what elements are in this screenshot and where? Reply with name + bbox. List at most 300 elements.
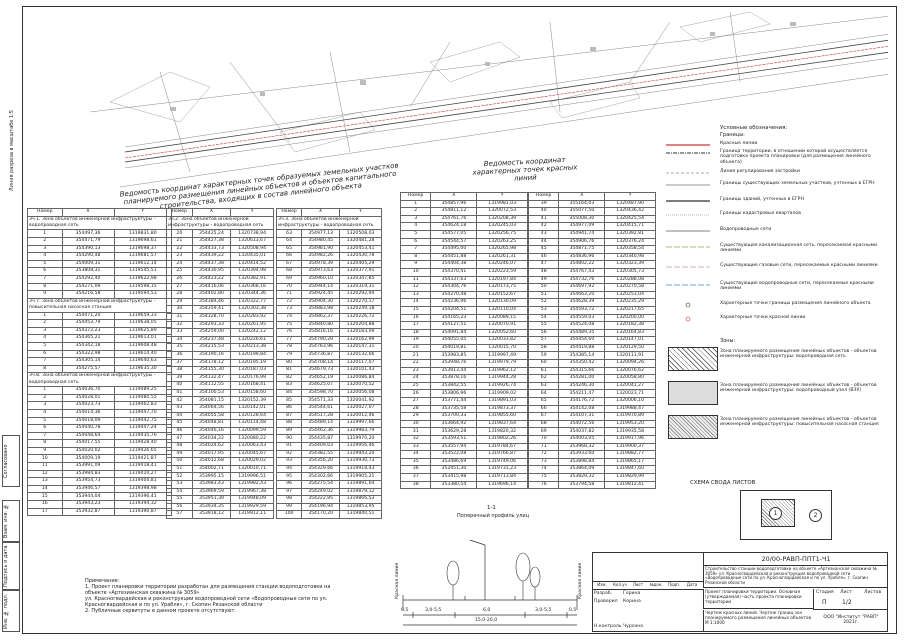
name-checker: Корина bbox=[623, 599, 641, 604]
table-cell: 24 bbox=[167, 260, 193, 268]
table-cell: 1320270,17 bbox=[340, 298, 382, 306]
table-cell: 38 bbox=[401, 481, 431, 489]
table-cell: 354697,92 bbox=[559, 284, 605, 292]
table-cell: 72 bbox=[277, 298, 302, 306]
table-cell: 354857,96 bbox=[431, 200, 477, 208]
table-row bbox=[167, 465, 274, 473]
table-cell: 1320263,25 bbox=[477, 238, 528, 246]
plan-scale-note: Линия разреза в масштабе 1:5 bbox=[9, 110, 15, 192]
zone-title-row bbox=[28, 373, 172, 387]
table-cell: 44 bbox=[529, 238, 559, 246]
table-cell: 1320270,58 bbox=[605, 284, 656, 292]
table-cell: 8 bbox=[28, 365, 63, 373]
table-cell: 1320027,07 bbox=[340, 405, 382, 413]
section-left-red-line: Красная линия bbox=[395, 562, 400, 599]
table-row bbox=[401, 322, 528, 330]
notes-line-2: объекте «Артезианская скважина № 3059» bbox=[85, 590, 200, 596]
table-cell: 353918,12 bbox=[192, 511, 231, 519]
table-cell: 354003,05 bbox=[559, 436, 605, 444]
table-cell: 1320204,88 bbox=[340, 321, 382, 329]
table-cell: 1320253,04 bbox=[605, 291, 656, 299]
table-cell: 354409,03 bbox=[302, 443, 340, 451]
table-row bbox=[277, 268, 382, 276]
table-cell: 1319442,75 bbox=[114, 417, 172, 425]
table-row bbox=[529, 208, 656, 216]
table-cell: 1320226,72 bbox=[340, 313, 382, 321]
table-cell: 1319900,37 bbox=[605, 443, 656, 451]
table-cell: 20 bbox=[167, 230, 193, 238]
legend-symbol bbox=[664, 243, 712, 251]
table-cell: 39 bbox=[529, 200, 559, 208]
table-row bbox=[401, 314, 528, 322]
table-row bbox=[277, 359, 382, 367]
table-row bbox=[167, 230, 274, 238]
table-cell: 1319696,14 bbox=[477, 481, 528, 489]
table-cell: 1319882,77 bbox=[605, 451, 656, 459]
table-cell: 1319953,20 bbox=[605, 420, 656, 428]
table-row bbox=[529, 382, 656, 390]
table-cell: 1320425,54 bbox=[605, 215, 656, 223]
table-cell: 354165,23 bbox=[431, 314, 477, 322]
table-cell: 354517,28 bbox=[302, 412, 340, 420]
table-cell: 354433,73 bbox=[192, 245, 231, 253]
zone-water-intake-label: Зона планируемого размещения линейных объектов - объектов инженерной инфраструктуры: водопроводный узел (ВЗУ) bbox=[720, 383, 877, 394]
table-row bbox=[277, 374, 382, 382]
table-cell: 1319622,98 bbox=[114, 275, 172, 283]
table-cell: 23 bbox=[167, 253, 193, 261]
table-cell: 54 bbox=[529, 314, 559, 322]
table-row bbox=[28, 312, 172, 320]
table-cell: 354708,14 bbox=[302, 359, 340, 367]
table-cell: 1319447,70 bbox=[114, 409, 172, 417]
table-row bbox=[167, 389, 274, 397]
table-cell: 354365,21 bbox=[62, 335, 114, 343]
table-cell: 1320080,22 bbox=[231, 435, 274, 443]
table-cell: 73 bbox=[277, 306, 302, 314]
section-total-width: 15,0-20,0 bbox=[475, 618, 498, 623]
table-cell: 354471,20 bbox=[62, 312, 114, 320]
table-cell: 354736,87 bbox=[302, 351, 340, 359]
table-cell: 1320213,38 bbox=[231, 344, 274, 352]
table-cell: 1320368,16 bbox=[231, 283, 274, 291]
table-cell: 354275,54 bbox=[302, 481, 340, 489]
table-cell: 354390,13 bbox=[62, 245, 114, 253]
table-cell: 354453,79 bbox=[62, 320, 114, 328]
table-cell: 1 bbox=[28, 312, 63, 320]
table-row bbox=[401, 344, 528, 352]
drawing-title: Чертеж красных линий. Чертеж границ зон планируемого размещения линейных объектов М 1:1000 bbox=[703, 610, 813, 632]
table-cell: 1319996,51 bbox=[231, 473, 274, 481]
notes bbox=[85, 578, 385, 614]
table-cell: 1320164,83 bbox=[605, 329, 656, 337]
table-cell: 1319879,12 bbox=[340, 488, 382, 496]
table-row bbox=[167, 397, 274, 405]
table-cell: 5 bbox=[401, 230, 431, 238]
table-row bbox=[28, 432, 172, 440]
table-row bbox=[277, 427, 382, 435]
table-row bbox=[277, 367, 382, 375]
table-cell: 354836,96 bbox=[559, 253, 605, 261]
side-stamp-column bbox=[0, 400, 22, 634]
zone-water-intake-swatch bbox=[668, 381, 718, 405]
table-cell: 27 bbox=[401, 398, 431, 406]
legend-item-label: Существующие газовые сети, пересекаемые красными линиями bbox=[720, 263, 878, 268]
table-cell: 8 bbox=[28, 440, 63, 448]
table-cell: 354002,71 bbox=[192, 465, 231, 473]
table-cell: 354009,19 bbox=[62, 455, 114, 463]
table-row bbox=[529, 405, 656, 413]
table-cell: 354973,63 bbox=[302, 268, 340, 276]
table-cell: 1319659,33 bbox=[114, 312, 172, 320]
table-row bbox=[277, 405, 382, 413]
table-cell: 1320182,38 bbox=[605, 322, 656, 330]
table-row bbox=[28, 358, 172, 366]
section-right-red-line: Красная линия bbox=[578, 562, 583, 599]
table-cell: 354978,39 bbox=[302, 260, 340, 268]
table-row bbox=[167, 238, 274, 246]
organization: ООО "Институт "РАВП" 2021г. bbox=[823, 615, 879, 625]
table-row bbox=[401, 284, 528, 292]
side-stamp-inventory: Инв. № подл. bbox=[2, 590, 20, 632]
table-cell: 74 bbox=[529, 466, 559, 474]
table-cell: 354663,20 bbox=[559, 291, 605, 299]
table-cell: 1320056,08 bbox=[340, 389, 382, 397]
table-cell: 354023,73 bbox=[62, 402, 114, 410]
table-cell: 93 bbox=[277, 458, 302, 466]
table-cell: 1320058,80 bbox=[605, 375, 656, 383]
table-cell: 354290,48 bbox=[62, 253, 114, 261]
table-cell: 1319390,87 bbox=[114, 508, 172, 516]
table-row bbox=[28, 440, 172, 448]
table-cell: 1319428,40 bbox=[114, 440, 172, 448]
table-cell: 353933,60 bbox=[559, 451, 605, 459]
table-cell: 1320052,60 bbox=[477, 329, 528, 337]
table-cell: 1319997,66 bbox=[340, 420, 382, 428]
table-cell: 354170,20 bbox=[302, 511, 340, 519]
table-cell: 353878,16 bbox=[431, 375, 477, 383]
table-cell: 354372,23 bbox=[62, 327, 114, 335]
table-cell: 1320208,39 bbox=[477, 215, 528, 223]
legend-item-label: Линия регулирования застройки bbox=[720, 169, 800, 174]
table-row bbox=[529, 200, 656, 208]
table-cell: 354437,38 bbox=[192, 260, 231, 268]
table-row bbox=[167, 359, 274, 367]
table-cell: 7 bbox=[28, 275, 63, 283]
table-cell: 83 bbox=[277, 382, 302, 390]
table-row bbox=[277, 458, 382, 466]
table-row bbox=[401, 405, 528, 413]
table-cell: 1319608,48 bbox=[114, 342, 172, 350]
table-cell: 17 bbox=[401, 322, 431, 330]
table-cell: 29 bbox=[401, 413, 431, 421]
table-cell: 1319766,87 bbox=[477, 451, 528, 459]
table-cell: 354048,64 bbox=[62, 432, 114, 440]
table-cell: 354977,13 bbox=[302, 230, 340, 238]
table-cell: 35 bbox=[401, 458, 431, 466]
table-cell: 64 bbox=[277, 238, 302, 246]
table-header-cell: X bbox=[62, 209, 114, 217]
table-cell: 1320613,67 bbox=[231, 238, 274, 246]
table-cell: 354072,56 bbox=[559, 420, 605, 428]
table-cell: 354497,36 bbox=[62, 230, 114, 238]
table-row bbox=[28, 409, 172, 417]
table-row bbox=[167, 412, 274, 420]
table-cell: 74 bbox=[277, 313, 302, 321]
table-cell: 354064,56 bbox=[192, 405, 231, 413]
table-cell: 1319962,12 bbox=[477, 367, 528, 375]
table-row bbox=[401, 329, 528, 337]
table-cell: 354246,30 bbox=[559, 382, 605, 390]
sheet-1-marker: 1 bbox=[769, 507, 782, 520]
table-cell: 354337,63 bbox=[431, 276, 477, 284]
table-cell: 2 bbox=[28, 394, 63, 402]
points-table-group-1 bbox=[27, 208, 172, 516]
table-cell: 354271,09 bbox=[62, 283, 114, 291]
table-cell: 1320340,98 bbox=[605, 253, 656, 261]
cross-section bbox=[395, 505, 585, 630]
legend bbox=[664, 125, 890, 450]
table-cell: 1320435,01 bbox=[231, 253, 274, 261]
role-norm-control: Н.контроль bbox=[594, 624, 622, 629]
table-row bbox=[167, 374, 274, 382]
table-cell: 354142,08 bbox=[559, 405, 605, 413]
table-cell: 1319421,87 bbox=[114, 455, 172, 463]
table-row bbox=[529, 360, 656, 368]
table-cell: 353794,58 bbox=[559, 481, 605, 489]
points-table-group-3 bbox=[276, 208, 382, 519]
table-row bbox=[277, 412, 382, 420]
table-cell: 353983,85 bbox=[431, 352, 477, 360]
table-row bbox=[28, 238, 172, 246]
table-row bbox=[401, 337, 528, 345]
table-cell: 354425,24 bbox=[192, 230, 231, 238]
table-row bbox=[277, 382, 382, 390]
table-cell: 1319943,20 bbox=[340, 450, 382, 458]
sheet-2-marker: 2 bbox=[809, 509, 822, 522]
table-cell: 60 bbox=[529, 360, 559, 368]
table-cell: 354037,82 bbox=[559, 428, 605, 436]
table-row bbox=[401, 360, 528, 368]
table-cell: 354624,18 bbox=[431, 223, 477, 231]
table-cell: 67 bbox=[529, 413, 559, 421]
section-title: 1-1 bbox=[487, 505, 496, 511]
table-cell: 1319394,32 bbox=[114, 501, 172, 509]
table-cell: 1319983,79 bbox=[340, 427, 382, 435]
table-cell: 354275,57 bbox=[62, 365, 114, 373]
table-row bbox=[277, 313, 382, 321]
table-cell: 1320347,85 bbox=[340, 275, 382, 283]
table-cell: 1320033,82 bbox=[477, 337, 528, 345]
table-cell: 1319435,76 bbox=[114, 432, 172, 440]
table-cell: 1320099,59 bbox=[231, 427, 274, 435]
table-cell: 14 bbox=[401, 299, 431, 307]
table-cell: 353842,55 bbox=[431, 382, 477, 390]
table-cell: 354259,00 bbox=[192, 329, 231, 337]
table-cell: 59 bbox=[529, 352, 559, 360]
table-cell: 1320200,00 bbox=[605, 314, 656, 322]
table-cell: 69 bbox=[277, 275, 302, 283]
notes-line-1: 1. Проект планировки территории разработан для размещения станции водоподготовки на bbox=[85, 584, 331, 590]
table-cell: 46 bbox=[529, 253, 559, 261]
table-cell: 354040,78 bbox=[62, 425, 114, 433]
table-row bbox=[401, 238, 528, 246]
section-dim-5: 0,5 bbox=[569, 608, 577, 613]
table-cell: 354350,42 bbox=[559, 360, 605, 368]
table-cell: 1320376,24 bbox=[605, 238, 656, 246]
table-row bbox=[529, 428, 656, 436]
legend-symbol bbox=[664, 263, 712, 271]
table-cell: 77 bbox=[277, 336, 302, 344]
table-cell: 4 bbox=[28, 335, 63, 343]
table-cell: 50 bbox=[529, 284, 559, 292]
table-cell: 1319614,40 bbox=[114, 350, 172, 358]
sheet-label: Лист bbox=[840, 590, 852, 595]
red-lines-table-right bbox=[528, 192, 656, 489]
legend-symbol bbox=[664, 227, 712, 235]
table-cell: 354495,00 bbox=[431, 246, 477, 254]
title-block-column-label: Подп. bbox=[667, 582, 681, 587]
table-row bbox=[401, 390, 528, 398]
table-cell: 354904,30 bbox=[302, 298, 340, 306]
table-row bbox=[529, 299, 656, 307]
table-row bbox=[167, 443, 274, 451]
legend-item-label: Водопроводные сети bbox=[720, 227, 772, 232]
table-header-cell: Номер bbox=[529, 193, 559, 201]
table-cell: 354009,31 bbox=[62, 260, 114, 268]
table-row bbox=[277, 443, 382, 451]
table-row bbox=[529, 436, 656, 444]
table-cell: 1320187,03 bbox=[231, 367, 274, 375]
table-cell: 354048,81 bbox=[192, 420, 231, 428]
table-cell: 354423,22 bbox=[192, 275, 231, 283]
table-cell: 1320158,60 bbox=[231, 389, 274, 397]
table-cell: 1320070,91 bbox=[477, 322, 528, 330]
legend-symbol bbox=[664, 169, 712, 177]
table-cell: 2 bbox=[28, 238, 63, 246]
table-cell: 43 bbox=[167, 405, 193, 413]
table-cell: 353951,39 bbox=[192, 496, 231, 504]
table-cell: 10 bbox=[401, 268, 431, 276]
table-cell: 354055,58 bbox=[192, 412, 231, 420]
table-cell: 8 bbox=[28, 283, 63, 291]
table-cell: 1320249,18 bbox=[340, 306, 382, 314]
table-cell: 354270,48 bbox=[431, 291, 477, 299]
table-cell: 1319426,65 bbox=[114, 447, 172, 455]
table-cell: 38 bbox=[167, 367, 193, 375]
table-cell: 34 bbox=[167, 336, 193, 344]
table-row bbox=[277, 238, 382, 246]
table-header-cell: X bbox=[302, 209, 340, 217]
side-stamp-signature: Подпись и дата bbox=[2, 542, 20, 590]
legend-symbol bbox=[664, 211, 712, 219]
table-row bbox=[529, 223, 656, 231]
table-cell: 1320076,62 bbox=[605, 367, 656, 375]
table-cell: 29 bbox=[167, 298, 193, 306]
table-cell: 1319612,14 bbox=[114, 260, 172, 268]
table-cell: 79 bbox=[277, 351, 302, 359]
table-cell: 354960,10 bbox=[302, 275, 340, 283]
table-row bbox=[167, 291, 274, 299]
table-cell: 49 bbox=[529, 276, 559, 284]
table-cell: 354034,22 bbox=[192, 435, 231, 443]
legend-symbol bbox=[664, 315, 712, 323]
table-cell: 1320162,99 bbox=[340, 336, 382, 344]
table-cell: 1320147,01 bbox=[605, 337, 656, 345]
table-row bbox=[529, 352, 656, 360]
table-cell: 52 bbox=[529, 299, 559, 307]
table-row bbox=[277, 351, 382, 359]
table-row bbox=[529, 375, 656, 383]
table-cell: 100 bbox=[277, 511, 302, 519]
table-row bbox=[167, 367, 274, 375]
table-cell: 354982,26 bbox=[302, 253, 340, 261]
table-row bbox=[277, 329, 382, 337]
table-cell: 353983,43 bbox=[192, 481, 231, 489]
table-cell: 1320377,91 bbox=[340, 268, 382, 276]
table-cell: 51 bbox=[167, 465, 193, 473]
table-cell: 1320197,84 bbox=[477, 276, 528, 284]
table-cell: 354679,73 bbox=[302, 367, 340, 375]
table-cell: 353995,15 bbox=[192, 473, 231, 481]
table-row bbox=[167, 260, 274, 268]
table-cell: 66 bbox=[277, 253, 302, 261]
table-cell: 16 bbox=[28, 501, 63, 509]
table-cell: 354017,55 bbox=[62, 440, 114, 448]
table-cell: 354544,57 bbox=[431, 238, 477, 246]
stage-value: П bbox=[822, 599, 827, 606]
title-block-column-label: Изм. bbox=[597, 582, 607, 587]
table-row bbox=[529, 238, 656, 246]
table-cell: 1320322,77 bbox=[231, 298, 274, 306]
sheet-scheme bbox=[690, 480, 890, 545]
table-cell: 34 bbox=[401, 451, 431, 459]
zone-title-row bbox=[167, 216, 274, 230]
table-cell: 354571,33 bbox=[302, 397, 340, 405]
table-cell: 354840,80 bbox=[302, 321, 340, 329]
table-cell: 1320173,75 bbox=[477, 284, 528, 292]
table-cell: 62 bbox=[529, 375, 559, 383]
table-row bbox=[167, 488, 274, 496]
table-row bbox=[28, 245, 172, 253]
table-cell: 98 bbox=[277, 496, 302, 504]
table-cell: 353629,28 bbox=[431, 428, 477, 436]
table-cell: 68 bbox=[277, 268, 302, 276]
table-cell: 12 bbox=[28, 470, 63, 478]
table-row bbox=[277, 275, 382, 283]
stage-block bbox=[813, 589, 888, 610]
table-cell: 17 bbox=[28, 508, 63, 516]
table-cell: 354462,36 bbox=[302, 427, 340, 435]
table-row bbox=[529, 329, 656, 337]
table-cell: 1320023,71 bbox=[605, 390, 656, 398]
table-row bbox=[529, 246, 656, 254]
side-stamp-replace: Взам. инв. № bbox=[2, 500, 20, 542]
table-cell: 353948,76 bbox=[431, 360, 477, 368]
table-cell: 354315,66 bbox=[559, 367, 605, 375]
table-cell: 354382,55 bbox=[302, 450, 340, 458]
table-cell: 354767,43 bbox=[559, 268, 605, 276]
table-cell: 354012,68 bbox=[192, 458, 231, 466]
table-cell: 1320508,03 bbox=[340, 230, 382, 238]
table-cell: 1319398,98 bbox=[114, 485, 172, 493]
table-cell: 3 bbox=[401, 215, 431, 223]
table-row bbox=[529, 443, 656, 451]
table-row bbox=[167, 450, 274, 458]
role-checker: Проверил bbox=[594, 599, 618, 604]
table-row bbox=[167, 351, 274, 359]
table-cell: 5 bbox=[28, 260, 63, 268]
notes-line-5: 2. Публичные сервитуты в данном проекте отсутствуют. bbox=[85, 608, 237, 614]
